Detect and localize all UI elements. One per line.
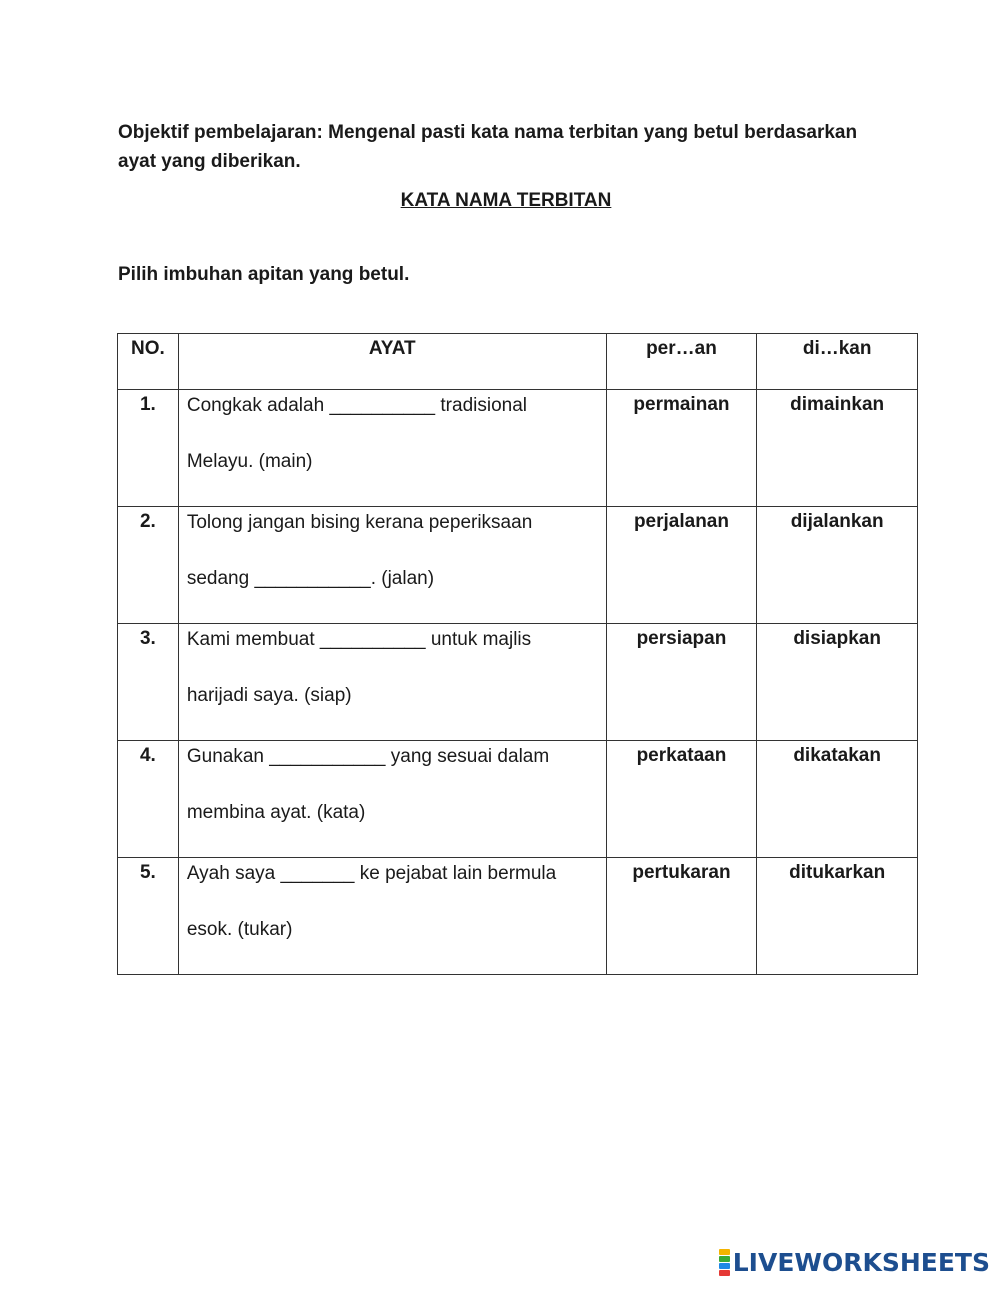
logo-block-2 <box>719 1256 730 1262</box>
logo-block-4 <box>719 1270 730 1276</box>
table-row <box>118 741 918 858</box>
sentence-line-2: Melayu. (main) <box>186 451 313 472</box>
sentence-line-1: Gunakan ___________ yang sesuai dalam <box>186 746 550 767</box>
option-per-an[interactable]: pertukaran <box>606 858 757 975</box>
sentence-line-2: sedang ___________. (jalan) <box>186 568 435 589</box>
option-di-kan[interactable]: ditukarkan <box>757 858 918 975</box>
table-header-row <box>118 334 918 390</box>
logo-block-3 <box>719 1263 730 1269</box>
table-row <box>118 624 918 741</box>
liveworksheets-logo-text: LIVEWORKSHEETS <box>732 1248 990 1277</box>
sentence-line-1: Kami membuat __________ untuk majlis <box>186 629 532 650</box>
option-per-an[interactable]: perjalanan <box>606 507 757 624</box>
header-per-an: per…an <box>606 334 757 390</box>
liveworksheets-logo-icon <box>719 1249 730 1276</box>
sentence-line-2: harijadi saya. (siap) <box>186 685 352 706</box>
sentence-line-1: Tolong jangan bising kerana peperiksaan <box>186 512 533 533</box>
sentence-cell <box>178 507 606 624</box>
row-number: 3. <box>118 624 179 741</box>
option-per-an[interactable]: persiapan <box>606 624 757 741</box>
worksheet-title <box>0 190 1000 212</box>
header-no: NO. <box>118 334 179 390</box>
sentence-line-2: esok. (tukar) <box>186 919 293 940</box>
table-row <box>118 858 918 975</box>
liveworksheets-logo <box>719 1248 990 1277</box>
sentence-cell <box>178 741 606 858</box>
table-row <box>118 507 918 624</box>
sentence-line-1: Ayah saya _______ ke pejabat lain bermula <box>186 863 557 884</box>
row-number: 4. <box>118 741 179 858</box>
table-row <box>118 390 918 507</box>
objective-line-1: Objektif pembelajaran: Mengenal pasti kata nama terbitan yang betul berdasarkan <box>118 122 858 143</box>
option-di-kan[interactable]: dimainkan <box>757 390 918 507</box>
worksheet-title-text: KATA NAMA TERBITAN <box>400 190 612 211</box>
option-di-kan[interactable]: dijalankan <box>757 507 918 624</box>
worksheet-table <box>117 333 918 975</box>
row-number: 2. <box>118 507 179 624</box>
option-per-an[interactable]: perkataan <box>606 741 757 858</box>
sentence-cell <box>178 624 606 741</box>
learning-objective <box>118 118 918 176</box>
sentence-line-1: Congkak adalah __________ tradisional <box>186 395 527 416</box>
row-number: 5. <box>118 858 179 975</box>
objective-line-2: ayat yang diberikan. <box>118 151 301 172</box>
instruction: Pilih imbuhan apitan yang betul. <box>118 264 410 285</box>
sentence-cell <box>178 858 606 975</box>
logo-block-1 <box>719 1249 730 1255</box>
sentence-cell <box>178 390 606 507</box>
option-di-kan[interactable]: dikatakan <box>757 741 918 858</box>
sentence-line-2: membina ayat. (kata) <box>186 802 366 823</box>
option-per-an[interactable]: permainan <box>606 390 757 507</box>
option-di-kan[interactable]: disiapkan <box>757 624 918 741</box>
header-di-kan: di…kan <box>757 334 918 390</box>
header-ayat: AYAT <box>178 334 606 390</box>
row-number: 1. <box>118 390 179 507</box>
